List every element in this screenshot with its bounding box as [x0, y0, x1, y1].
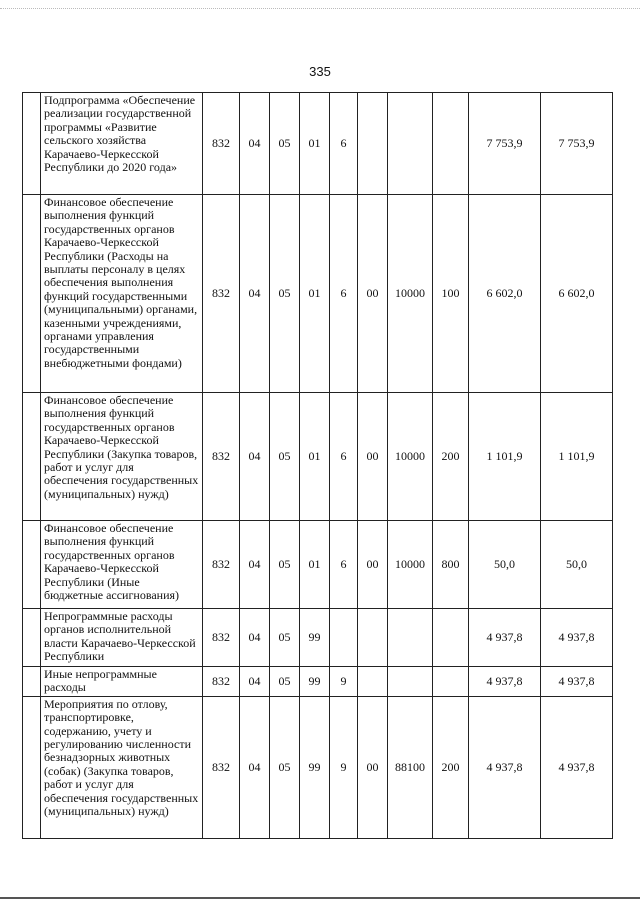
code-program: 99 — [300, 667, 330, 697]
code-expense-type: 800 — [433, 521, 469, 609]
code-expense-type — [433, 667, 469, 697]
code-direction: 10000 — [388, 521, 433, 609]
code-ministry: 832 — [203, 393, 240, 521]
table-row — [23, 609, 613, 667]
code-main-event: 00 — [358, 521, 388, 609]
code-subsection: 05 — [270, 521, 300, 609]
row-name: Финансовое обеспечение выполнения функций государственных органов Карачаево-Черкесской Республики (Расходы на выплаты персоналу в целях обеспечения выполнения функций государственными (муниципальными) органами, казенными учреждениями, органами управления государственными внебюджетными фондами) — [41, 195, 203, 393]
amount-2: 6 602,0 — [541, 195, 613, 393]
row-name: Непрограммные расходы органов исполнительной власти Карачаево-Черкесской Республики — [41, 609, 203, 667]
amount-2: 50,0 — [541, 521, 613, 609]
code-program: 99 — [300, 609, 330, 667]
code-ministry: 832 — [203, 696, 240, 838]
amount-1: 1 101,9 — [469, 393, 541, 521]
table-row — [23, 696, 613, 838]
code-subsection: 05 — [270, 393, 300, 521]
amount-2: 4 937,8 — [541, 696, 613, 838]
margin-cell — [23, 393, 41, 521]
code-subsection: 05 — [270, 667, 300, 697]
margin-cell — [23, 667, 41, 697]
code-subprogram: 6 — [330, 521, 358, 609]
code-expense-type: 200 — [433, 393, 469, 521]
code-section: 04 — [240, 93, 270, 195]
code-program: 01 — [300, 393, 330, 521]
code-subsection: 05 — [270, 195, 300, 393]
code-direction — [388, 609, 433, 667]
code-ministry: 832 — [203, 667, 240, 697]
amount-1: 6 602,0 — [469, 195, 541, 393]
code-section: 04 — [240, 393, 270, 521]
amount-1: 7 753,9 — [469, 93, 541, 195]
margin-cell — [23, 521, 41, 609]
row-name: Иные непрограммные расходы — [41, 667, 203, 697]
code-subprogram: 6 — [330, 93, 358, 195]
code-main-event — [358, 93, 388, 195]
code-main-event: 00 — [358, 393, 388, 521]
row-name: Финансовое обеспечение выполнения функций государственных органов Карачаево-Черкесской Республики (Закупка товаров, работ и услуг для обеспечения государственных (муниципальных) нужд) — [41, 393, 203, 521]
code-direction: 88100 — [388, 696, 433, 838]
code-main-event — [358, 667, 388, 697]
code-expense-type — [433, 609, 469, 667]
amount-2: 1 101,9 — [541, 393, 613, 521]
code-expense-type: 200 — [433, 696, 469, 838]
code-subprogram: 9 — [330, 696, 358, 838]
code-ministry: 832 — [203, 609, 240, 667]
code-ministry: 832 — [203, 93, 240, 195]
code-main-event: 00 — [358, 696, 388, 838]
table-row — [23, 393, 613, 521]
budget-table — [22, 92, 613, 839]
scan-bottom-edge — [0, 897, 640, 899]
amount-2: 7 753,9 — [541, 93, 613, 195]
code-subprogram: 9 — [330, 667, 358, 697]
code-section: 04 — [240, 609, 270, 667]
code-subprogram — [330, 609, 358, 667]
row-name: Финансовое обеспечение выполнения функций государственных органов Карачаево-Черкесской Республики (Иные бюджетные ассигнования) — [41, 521, 203, 609]
code-subsection: 05 — [270, 93, 300, 195]
row-name: Подпрограмма «Обеспечение реализации государственной программы «Развитие сельского хозяйства Карачаево-Черкесской Республики до 2020 года» — [41, 93, 203, 195]
code-subprogram: 6 — [330, 195, 358, 393]
code-direction — [388, 667, 433, 697]
page-number: 335 — [309, 64, 331, 79]
table-row — [23, 521, 613, 609]
row-name: Мероприятия по отлову, транспортировке, содержанию, учету и регулированию численности безнадзорных животных (собак) (Закупка товаров, работ и услуг для обеспечения государственных (муниципальных) нужд) — [41, 696, 203, 838]
code-direction: 10000 — [388, 393, 433, 521]
margin-cell — [23, 696, 41, 838]
code-direction — [388, 93, 433, 195]
code-ministry: 832 — [203, 521, 240, 609]
code-section: 04 — [240, 696, 270, 838]
code-program: 01 — [300, 195, 330, 393]
margin-cell — [23, 609, 41, 667]
code-section: 04 — [240, 195, 270, 393]
amount-2: 4 937,8 — [541, 609, 613, 667]
code-section: 04 — [240, 521, 270, 609]
scan-top-edge — [0, 8, 640, 15]
amount-2: 4 937,8 — [541, 667, 613, 697]
code-expense-type: 100 — [433, 195, 469, 393]
code-main-event: 00 — [358, 195, 388, 393]
code-program: 01 — [300, 521, 330, 609]
code-section: 04 — [240, 667, 270, 697]
code-program: 99 — [300, 696, 330, 838]
amount-1: 4 937,8 — [469, 667, 541, 697]
amount-1: 50,0 — [469, 521, 541, 609]
code-program: 01 — [300, 93, 330, 195]
code-subsection: 05 — [270, 696, 300, 838]
amount-1: 4 937,8 — [469, 609, 541, 667]
table-row — [23, 93, 613, 195]
code-subprogram: 6 — [330, 393, 358, 521]
code-subsection: 05 — [270, 609, 300, 667]
table-row — [23, 667, 613, 697]
margin-cell — [23, 195, 41, 393]
amount-1: 4 937,8 — [469, 696, 541, 838]
code-expense-type — [433, 93, 469, 195]
code-main-event — [358, 609, 388, 667]
margin-cell — [23, 93, 41, 195]
table-row — [23, 195, 613, 393]
code-ministry: 832 — [203, 195, 240, 393]
code-direction: 10000 — [388, 195, 433, 393]
